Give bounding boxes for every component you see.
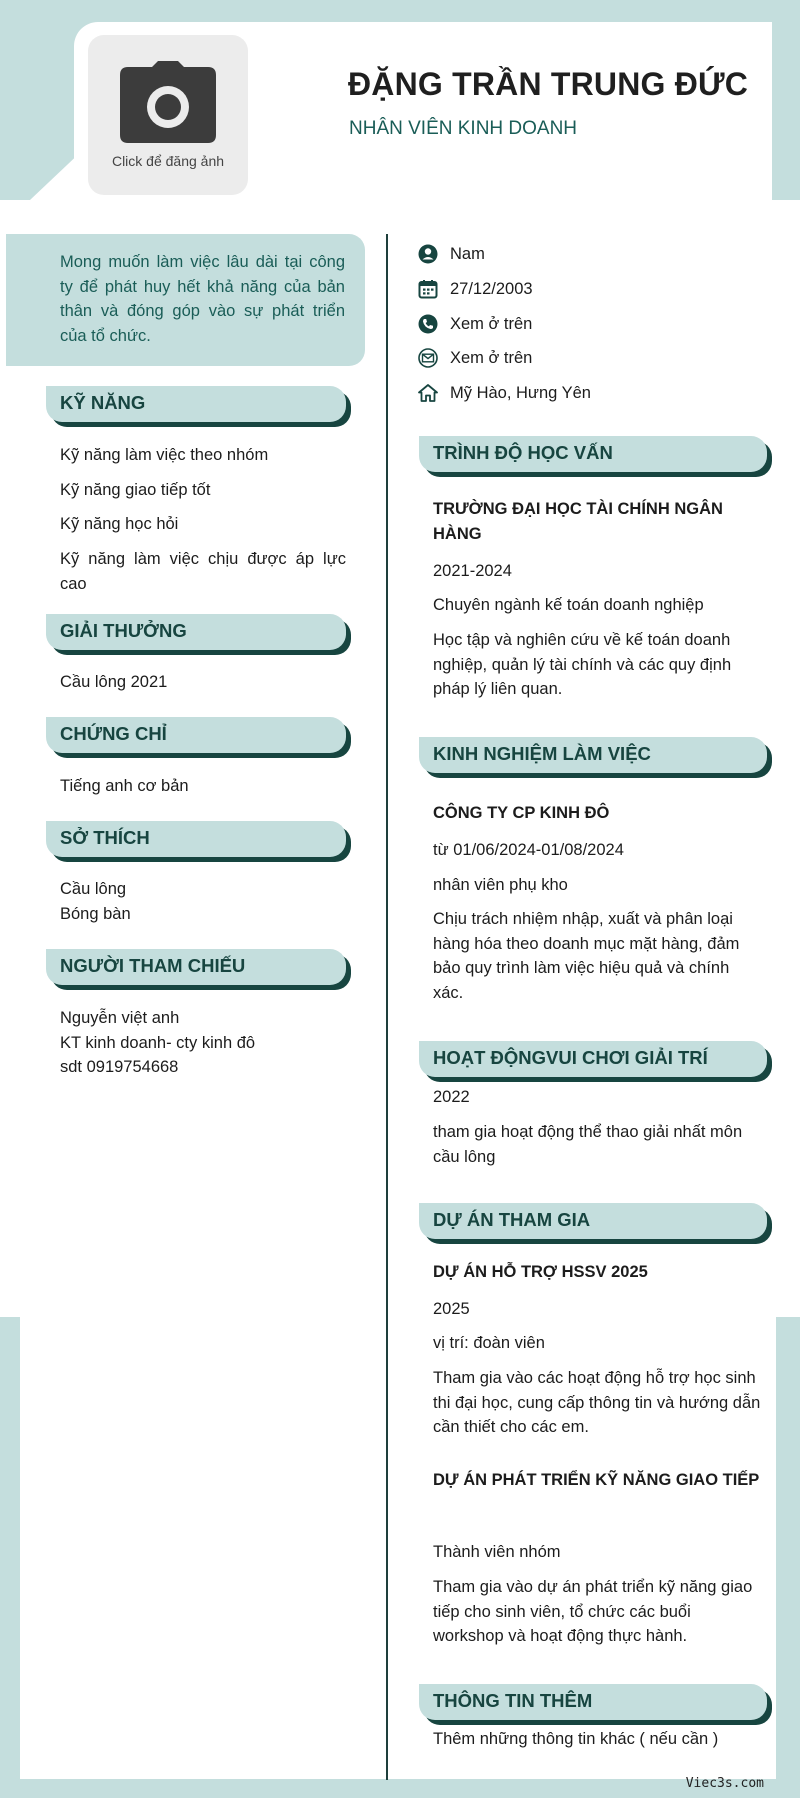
education-major: Chuyên ngành kế toán doanh nghiệp	[433, 596, 704, 614]
experience-section-title: KINH NGHIỆM LÀM VIỆC	[419, 737, 767, 773]
education-description: Học tập và nghiên cứu về kế toán doanh nghiệp, quản lý tài chính và các quy định pháp lý liên quan.	[433, 631, 732, 698]
additional-text: Thêm những thông tin khác ( nếu cần )	[433, 1730, 719, 1748]
watermark: Viec3s.com	[685, 1776, 764, 1791]
hobby-item: Bóng bàn	[60, 905, 131, 923]
skills-section-title: KỸ NĂNG	[46, 386, 346, 422]
candidate-name: ĐẶNG TRẦN TRUNG ĐỨC	[348, 66, 749, 102]
phone-icon	[418, 314, 438, 334]
profile-photo-upload[interactable]	[88, 35, 248, 195]
project-name: DỰ ÁN HỖ TRỢ HSSV 2025	[433, 1263, 648, 1281]
calendar-icon	[418, 279, 438, 299]
certificate-item: Tiếng anh cơ bản	[60, 777, 189, 795]
activity-year: 2022	[433, 1088, 470, 1106]
activity-description: tham gia hoạt động thể thao giải nhất môn cầu lông	[433, 1123, 743, 1166]
birthday-row	[418, 277, 533, 301]
activities-section-title: HOẠT ĐỘNGVUI CHƠI GIẢI TRÍ	[419, 1041, 767, 1077]
project-name: DỰ ÁN PHÁT TRIỂN KỸ NĂNG GIAO TIẾP	[433, 1471, 760, 1489]
awards-section-title: GIẢI THƯỞNG	[46, 614, 346, 650]
project-year: 2025	[433, 1300, 470, 1318]
references-section-title: NGƯỜI THAM CHIẾU	[46, 949, 346, 985]
career-objective: Mong muốn làm việc lâu dài tại công ty để phát huy hết khả năng của bản thân và đóng góp vào sự phát triển của tổ chức.	[6, 234, 365, 366]
award-item: Cầu lông 2021	[60, 673, 168, 691]
reference-title: KT kinh doanh- cty kinh đô	[60, 1034, 256, 1052]
education-period: 2021-2024	[433, 562, 512, 580]
column-divider	[386, 234, 388, 1780]
address-value: Mỹ Hào, Hưng Yên	[450, 383, 591, 402]
skill-item: Kỹ năng học hỏi	[60, 515, 179, 533]
camera-icon	[120, 61, 216, 143]
project-description: Tham gia vào dự án phát triển kỹ năng giao tiếp cho sinh viên, tổ chức các buổi workshop và hoạt động thực hành.	[433, 1578, 753, 1645]
email-row	[418, 346, 532, 370]
skill-item: Kỹ năng làm việc theo nhóm	[60, 446, 269, 464]
phone-value: Xem ở trên	[450, 314, 533, 333]
gender-value: Nam	[450, 244, 485, 263]
reference-phone: sdt 0919754668	[60, 1058, 179, 1076]
gender-row	[418, 242, 485, 266]
address-row	[418, 381, 591, 405]
company-name: CÔNG TY CP KINH ĐÔ	[433, 804, 610, 822]
reference-name: Nguyễn việt anh	[60, 1009, 180, 1027]
experience-period: từ 01/06/2024-01/08/2024	[433, 841, 624, 859]
email-value: Xem ở trên	[450, 348, 533, 367]
projects-section-title: DỰ ÁN THAM GIA	[419, 1203, 767, 1239]
experience-description: Chịu trách nhiệm nhập, xuất và phân loại hàng hóa theo doanh mục mặt hàng, đảm bảo quy trình làm việc hiệu quả và chính xác.	[433, 910, 740, 1002]
additional-section-title: THÔNG TIN THÊM	[419, 1684, 767, 1720]
phone-row	[418, 312, 532, 336]
photo-caption: Click để đăng ảnh	[111, 153, 225, 169]
project-description: Tham gia vào các hoạt động hỗ trợ học sinh thi đại học, cung cấp thông tin và hướng dẫn cần thiết cho các em.	[433, 1369, 761, 1436]
birthday-value: 27/12/2003	[450, 279, 533, 298]
education-section-title: TRÌNH ĐỘ HỌC VẤN	[419, 436, 767, 472]
footer-left-strip	[6, 1317, 20, 1779]
candidate-position: NHÂN VIÊN KINH DOANH	[349, 118, 578, 139]
skill-item: Kỹ năng làm việc chịu được áp lực cao	[60, 550, 346, 593]
person-icon	[418, 244, 438, 264]
school-name: TRƯỜNG ĐẠI HỌC TÀI CHÍNH NGÂN HÀNG	[433, 500, 723, 543]
hobby-item: Cầu lông	[60, 880, 127, 898]
skill-item: Kỹ năng giao tiếp tốt	[60, 481, 211, 499]
project-role: vị trí: đoàn viên	[433, 1334, 545, 1352]
project-role: Thành viên nhóm	[433, 1543, 561, 1561]
certificates-section-title: CHỨNG CHỈ	[46, 717, 346, 753]
hobbies-section-title: SỞ THÍCH	[46, 821, 346, 857]
experience-role: nhân viên phụ kho	[433, 876, 568, 894]
email-icon	[418, 348, 438, 368]
home-icon	[418, 383, 438, 403]
